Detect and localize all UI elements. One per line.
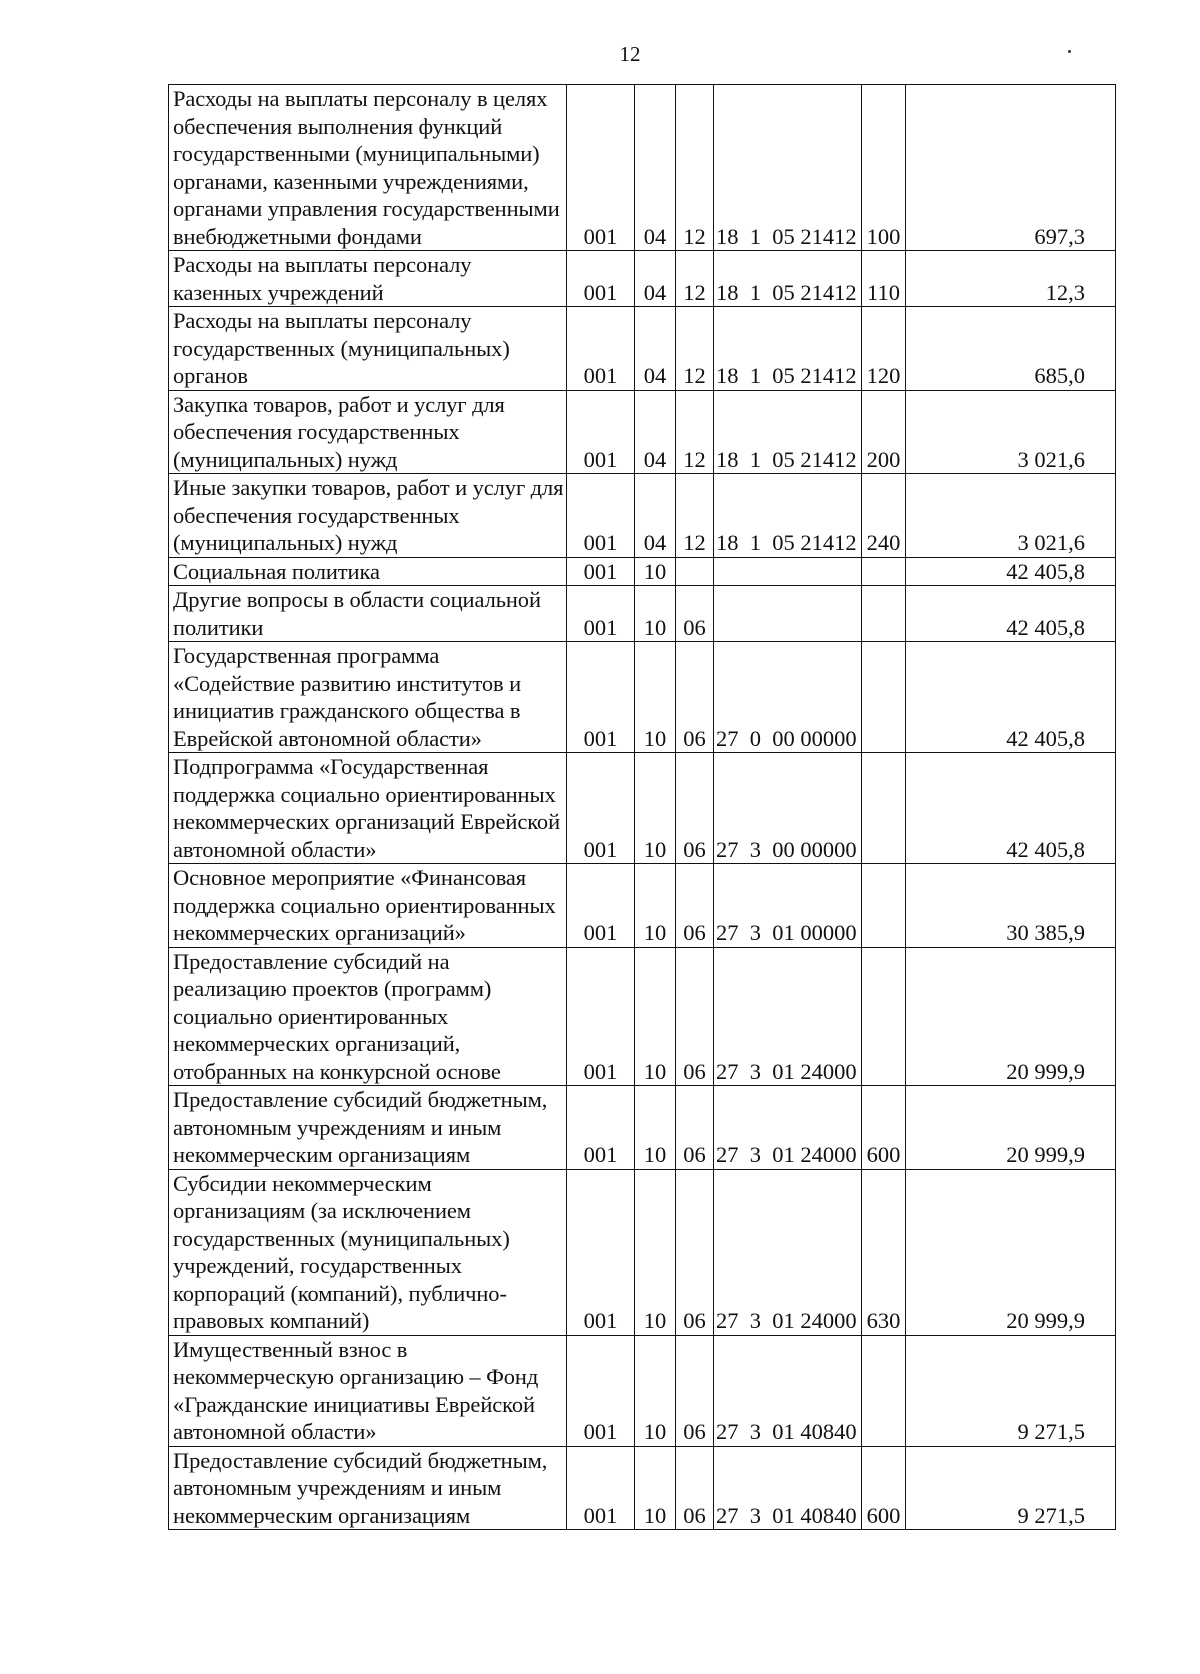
table-body (169, 85, 1116, 1530)
ministry-code-cell: 001 (567, 85, 635, 251)
row-name-cell: Предоставление субсидий на реализацию проектов (программ) социально ориентированных некоммерческих организаций, отобранных на конкурсной основе (169, 947, 567, 1086)
amount-cell: 42 405,8 (906, 586, 1116, 642)
amount-cell: 9 271,5 (906, 1335, 1116, 1446)
amount-cell: 685,0 (906, 307, 1116, 391)
target-article-cell: 27 3 01 40840 (714, 1335, 862, 1446)
expense-type-cell: 630 (862, 1169, 906, 1335)
amount-cell: 20 999,9 (906, 1169, 1116, 1335)
table-row (169, 1169, 1116, 1335)
table-row (169, 251, 1116, 307)
row-name-cell: Закупка товаров, работ и услуг для обеспечения государственных (муниципальных) нужд (169, 390, 567, 474)
section-code-cell: 04 (635, 390, 676, 474)
amount-cell: 3 021,6 (906, 390, 1116, 474)
target-article-cell: 27 3 01 24000 (714, 947, 862, 1086)
target-article-cell (714, 586, 862, 642)
expense-type-cell (862, 642, 906, 753)
section-code-cell: 10 (635, 1446, 676, 1530)
expense-type-cell: 100 (862, 85, 906, 251)
amount-cell: 9 271,5 (906, 1446, 1116, 1530)
table-row (169, 864, 1116, 948)
subsection-code-cell: 06 (676, 947, 714, 1086)
expense-type-cell (862, 586, 906, 642)
ministry-code-cell: 001 (567, 1446, 635, 1530)
section-code-cell: 10 (635, 1086, 676, 1170)
section-code-cell: 10 (635, 586, 676, 642)
section-code-cell: 04 (635, 307, 676, 391)
subsection-code-cell: 06 (676, 1169, 714, 1335)
target-article-cell: 27 3 00 00000 (714, 753, 862, 864)
expense-type-cell (862, 947, 906, 1086)
row-name-cell: Расходы на выплаты персоналу казенных учреждений (169, 251, 567, 307)
subsection-code-cell: 06 (676, 1086, 714, 1170)
subsection-code-cell: 12 (676, 251, 714, 307)
subsection-code-cell: 12 (676, 474, 714, 558)
section-code-cell: 10 (635, 557, 676, 586)
table-row (169, 85, 1116, 251)
section-code-cell: 04 (635, 474, 676, 558)
table-row (169, 557, 1116, 586)
ministry-code-cell: 001 (567, 1335, 635, 1446)
section-code-cell: 10 (635, 1335, 676, 1446)
section-code-cell: 04 (635, 85, 676, 251)
subsection-code-cell: 06 (676, 586, 714, 642)
subsection-code-cell: 12 (676, 85, 714, 251)
expense-type-cell: 120 (862, 307, 906, 391)
section-code-cell: 10 (635, 753, 676, 864)
expense-type-cell: 240 (862, 474, 906, 558)
amount-cell: 30 385,9 (906, 864, 1116, 948)
target-article-cell: 27 3 01 00000 (714, 864, 862, 948)
amount-cell: 42 405,8 (906, 753, 1116, 864)
table-row (169, 1335, 1116, 1446)
row-name-cell: Расходы на выплаты персоналу государственных (муниципальных) органов (169, 307, 567, 391)
ministry-code-cell: 001 (567, 390, 635, 474)
amount-cell: 697,3 (906, 85, 1116, 251)
amount-cell: 3 021,6 (906, 474, 1116, 558)
ministry-code-cell: 001 (567, 557, 635, 586)
subsection-code-cell: 06 (676, 642, 714, 753)
scan-dot-mark (1068, 50, 1071, 53)
amount-cell: 20 999,9 (906, 947, 1116, 1086)
target-article-cell (714, 557, 862, 586)
target-article-cell: 18 1 05 21412 (714, 390, 862, 474)
table-row (169, 1086, 1116, 1170)
target-article-cell: 18 1 05 21412 (714, 85, 862, 251)
row-name-cell: Подпрограмма «Государственная поддержка социально ориентированных некоммерческих организаций Еврейской автономной области» (169, 753, 567, 864)
target-article-cell: 27 0 00 00000 (714, 642, 862, 753)
expense-type-cell (862, 864, 906, 948)
target-article-cell: 27 3 01 24000 (714, 1169, 862, 1335)
table-row (169, 474, 1116, 558)
table-row (169, 307, 1116, 391)
expense-type-cell (862, 753, 906, 864)
row-name-cell: Имущественный взнос в некоммерческую организацию – Фонд «Гражданские инициативы Еврейской автономной области» (169, 1335, 567, 1446)
ministry-code-cell: 001 (567, 753, 635, 864)
ministry-code-cell: 001 (567, 864, 635, 948)
amount-cell: 20 999,9 (906, 1086, 1116, 1170)
row-name-cell: Другие вопросы в области социальной политики (169, 586, 567, 642)
section-code-cell: 10 (635, 864, 676, 948)
subsection-code-cell: 06 (676, 1446, 714, 1530)
expense-type-cell (862, 1335, 906, 1446)
section-code-cell: 10 (635, 642, 676, 753)
ministry-code-cell: 001 (567, 1086, 635, 1170)
table-row (169, 947, 1116, 1086)
ministry-code-cell: 001 (567, 474, 635, 558)
section-code-cell: 10 (635, 1169, 676, 1335)
row-name-cell: Предоставление субсидий бюджетным, автономным учреждениям и иным некоммерческим организациям (169, 1446, 567, 1530)
table-row (169, 390, 1116, 474)
ministry-code-cell: 001 (567, 1169, 635, 1335)
target-article-cell: 27 3 01 40840 (714, 1446, 862, 1530)
expense-type-cell: 110 (862, 251, 906, 307)
section-code-cell: 04 (635, 251, 676, 307)
amount-cell: 42 405,8 (906, 557, 1116, 586)
ministry-code-cell: 001 (567, 586, 635, 642)
page-number: 12 (619, 42, 641, 66)
row-name-cell: Предоставление субсидий бюджетным, автономным учреждениям и иным некоммерческим организациям (169, 1086, 567, 1170)
section-code-cell: 10 (635, 947, 676, 1086)
row-name-cell: Субсидии некоммерческим организациям (за исключением государственных (муниципальных) учреждений, государственных корпораций (компаний), публично-правовых компаний) (169, 1169, 567, 1335)
target-article-cell: 18 1 05 21412 (714, 251, 862, 307)
subsection-code-cell: 06 (676, 1335, 714, 1446)
table-row (169, 753, 1116, 864)
amount-cell: 42 405,8 (906, 642, 1116, 753)
ministry-code-cell: 001 (567, 947, 635, 1086)
amount-cell: 12,3 (906, 251, 1116, 307)
ministry-code-cell: 001 (567, 307, 635, 391)
target-article-cell: 27 3 01 24000 (714, 1086, 862, 1170)
expense-type-cell: 600 (862, 1086, 906, 1170)
table-row (169, 1446, 1116, 1530)
expense-type-cell (862, 557, 906, 586)
target-article-cell: 18 1 05 21412 (714, 474, 862, 558)
subsection-code-cell: 06 (676, 864, 714, 948)
subsection-code-cell: 06 (676, 753, 714, 864)
expense-type-cell: 200 (862, 390, 906, 474)
row-name-cell: Иные закупки товаров, работ и услуг для обеспечения государственных (муниципальных) нужд (169, 474, 567, 558)
subsection-code-cell: 12 (676, 307, 714, 391)
expense-type-cell: 600 (862, 1446, 906, 1530)
ministry-code-cell: 001 (567, 251, 635, 307)
row-name-cell: Государственная программа «Содействие развитию институтов и инициатив гражданского общества в Еврейской автономной области» (169, 642, 567, 753)
target-article-cell: 18 1 05 21412 (714, 307, 862, 391)
subsection-code-cell: 12 (676, 390, 714, 474)
row-name-cell: Основное мероприятие «Финансовая поддержка социально ориентированных некоммерческих организаций» (169, 864, 567, 948)
subsection-code-cell (676, 557, 714, 586)
budget-table (168, 84, 1116, 1530)
row-name-cell: Расходы на выплаты персоналу в целях обеспечения выполнения функций государственными (муниципальными) органами, казенными учреждениями, органами управления государственными внебюджетными фондами (169, 85, 567, 251)
table-row (169, 642, 1116, 753)
row-name-cell: Социальная политика (169, 557, 567, 586)
ministry-code-cell: 001 (567, 642, 635, 753)
table-row (169, 586, 1116, 642)
